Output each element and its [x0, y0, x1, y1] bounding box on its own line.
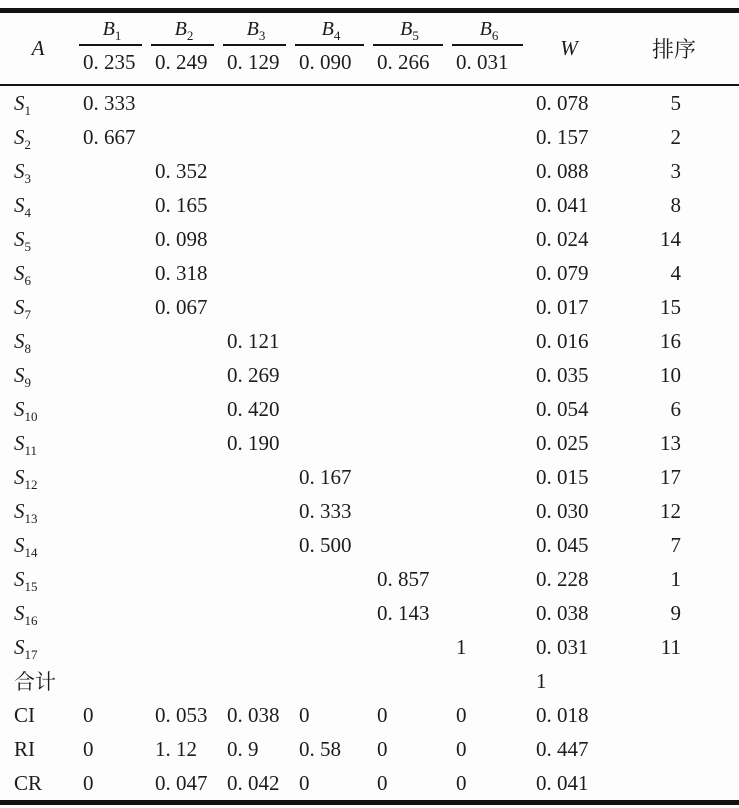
row-label-cell: [0, 426, 76, 460]
col-header-b3: [220, 11, 292, 86]
w-value-cell: 0. 041: [536, 770, 589, 795]
value-cell-b3: 0. 190: [227, 430, 280, 455]
value-cell-b5: [370, 664, 449, 698]
value-cell-b1: 0: [83, 770, 94, 795]
row-label-cell: [0, 222, 76, 256]
b6-symbol: [449, 13, 529, 44]
rank-value-cell: 11: [660, 634, 681, 659]
table-header: [0, 11, 739, 86]
value-cell-b4: [292, 358, 370, 392]
value-cell-b1: [76, 256, 148, 290]
value-cell-b4: [292, 324, 370, 358]
w-value-cell: 0. 447: [536, 736, 589, 761]
w-value-cell: 0. 078: [536, 90, 589, 115]
value-cell-b5: [370, 460, 449, 494]
w-value-cell: 0. 016: [536, 328, 589, 353]
row-label: RI: [14, 736, 35, 761]
value-cell-b4: 0. 58: [299, 736, 341, 761]
rank-value-cell: 10: [660, 362, 681, 387]
rank-value-cell: 17: [660, 464, 681, 489]
table-row: [0, 664, 739, 698]
value-cell-b5: 0. 143: [377, 600, 430, 625]
value-cell-b4: 0: [299, 702, 310, 727]
row-label-subscript: 3: [24, 170, 31, 186]
value-cell-b6: 0: [456, 770, 467, 795]
w-value-cell: 0. 041: [536, 192, 589, 217]
table-row: [0, 324, 739, 358]
value-cell-b4: [292, 256, 370, 290]
b4-letter: B: [321, 18, 334, 40]
value-cell-b2: [148, 426, 220, 460]
table-row: [0, 562, 739, 596]
col-header-a-label: A: [31, 36, 45, 60]
col-header-w-label: W: [560, 36, 578, 60]
value-cell-b3: [220, 494, 292, 528]
rank-value-cell: 9: [670, 600, 681, 625]
value-cell-b1: [76, 630, 148, 664]
row-label-cell: [0, 358, 76, 392]
w-value-cell: 0. 030: [536, 498, 589, 523]
value-cell-b2: 0. 067: [155, 294, 208, 319]
value-cell-b1: [76, 188, 148, 222]
col-header-b2: [148, 11, 220, 86]
rank-value-cell: 7: [670, 532, 681, 557]
row-label-cell: [0, 120, 76, 154]
value-cell-b5: [370, 426, 449, 460]
value-cell-b1: [76, 562, 148, 596]
value-cell-b6: [449, 222, 529, 256]
row-label-subscript: 9: [24, 374, 31, 390]
row-label-subscript: 10: [24, 408, 38, 424]
table-row: [0, 596, 739, 630]
value-cell-b6: [449, 358, 529, 392]
value-cell-b6: 0: [456, 736, 467, 761]
col-header-b6: [449, 11, 529, 86]
value-cell-b2: [148, 120, 220, 154]
value-cell-b4: [292, 120, 370, 154]
value-cell-b1: [76, 460, 148, 494]
value-cell-b1: [76, 290, 148, 324]
value-cell-b2: [148, 664, 220, 698]
value-cell-b1: 0: [83, 736, 94, 761]
row-label-subscript: 5: [24, 238, 31, 254]
row-label: S: [14, 90, 25, 115]
w-value-cell: 0. 038: [536, 600, 589, 625]
row-label-subscript: 14: [24, 544, 38, 560]
value-cell-b2: 0. 053: [155, 702, 208, 727]
value-cell-b6: 0: [456, 702, 467, 727]
table-row: [0, 154, 739, 188]
value-cell-b5: [370, 392, 449, 426]
value-cell-b4: [292, 562, 370, 596]
rank-value-cell: 1: [670, 566, 681, 591]
value-cell-b2: [148, 494, 220, 528]
value-cell-b1: [76, 222, 148, 256]
b3-letter: B: [246, 18, 259, 40]
row-label-subscript: 15: [24, 578, 38, 594]
row-label: S: [14, 396, 25, 421]
value-cell-b2: 0. 165: [155, 192, 208, 217]
row-label-subscript: 12: [24, 476, 38, 492]
value-cell-b5: [370, 290, 449, 324]
value-cell-b5: [370, 222, 449, 256]
value-cell-b5: 0: [377, 736, 388, 761]
value-cell-b6: [449, 290, 529, 324]
value-cell-b3: [220, 630, 292, 664]
value-cell-b4: [292, 222, 370, 256]
value-cell-b4: [292, 290, 370, 324]
value-cell-b4: [292, 392, 370, 426]
rank-value-cell: 13: [660, 430, 681, 455]
value-cell-b3: [220, 222, 292, 256]
value-cell-b6: 1: [456, 634, 467, 659]
value-cell-b3: [220, 562, 292, 596]
col-header-b4: [292, 11, 370, 86]
table-row: [0, 528, 739, 562]
table-row: [0, 290, 739, 324]
row-label-cell: [0, 290, 76, 324]
value-cell-b4: [292, 426, 370, 460]
value-cell-b5: [370, 188, 449, 222]
rank-value-cell: 5: [670, 90, 681, 115]
value-cell-b1: 0. 667: [83, 124, 136, 149]
value-cell-b6: [449, 324, 529, 358]
row-label: S: [14, 464, 25, 489]
row-label: S: [14, 158, 25, 183]
row-label-cell: [0, 732, 76, 766]
value-cell-b5: [370, 630, 449, 664]
b3-subscript: 3: [258, 28, 266, 43]
value-cell-b5: [370, 494, 449, 528]
col-header-w: [529, 11, 609, 86]
value-cell-b4: 0. 500: [299, 532, 352, 557]
rank-value-cell: 15: [660, 294, 681, 319]
b2-weight: 0. 249: [155, 50, 208, 74]
w-value-cell: 0. 018: [536, 702, 589, 727]
row-label-cell: [0, 596, 76, 630]
value-cell-b6: [449, 562, 529, 596]
value-cell-b1: 0: [83, 702, 94, 727]
b2-symbol: [148, 13, 220, 44]
value-cell-b5: [370, 528, 449, 562]
w-value-cell: 0. 045: [536, 532, 589, 557]
col-header-a: [0, 11, 76, 86]
b1-subscript: 1: [114, 28, 122, 43]
value-cell-b3: 0. 269: [227, 362, 280, 387]
table-row: [0, 698, 739, 732]
value-cell-b1: 0. 333: [83, 90, 136, 115]
table-row: [0, 732, 739, 766]
value-cell-b3: 0. 9: [227, 736, 259, 761]
value-cell-b1: [76, 426, 148, 460]
row-label: S: [14, 260, 25, 285]
table-row: [0, 222, 739, 256]
row-label: S: [14, 634, 25, 659]
rank-value-cell: 3: [670, 158, 681, 183]
value-cell-b2: 0. 047: [155, 770, 208, 795]
row-label-cell: [0, 154, 76, 188]
value-cell-b1: [76, 154, 148, 188]
value-cell-b1: [76, 358, 148, 392]
value-cell-b1: [76, 324, 148, 358]
w-value-cell: 0. 024: [536, 226, 589, 251]
value-cell-b6: [449, 664, 529, 698]
value-cell-b2: [148, 460, 220, 494]
table-row: [0, 256, 739, 290]
row-label: S: [14, 362, 25, 387]
rank-value-cell: 2: [670, 124, 681, 149]
w-value-cell: 0. 157: [536, 124, 589, 149]
row-label-cell: [0, 85, 76, 120]
table-row: [0, 460, 739, 494]
value-cell-b4: [292, 188, 370, 222]
w-value-cell: 1: [536, 668, 547, 693]
w-value-cell: 0. 035: [536, 362, 589, 387]
row-label: S: [14, 498, 25, 523]
b2-subscript: 2: [186, 28, 194, 43]
value-cell-b3: [220, 528, 292, 562]
col-header-b5: [370, 11, 449, 86]
row-label-cell: [0, 188, 76, 222]
value-cell-b2: [148, 85, 220, 120]
value-cell-b4: [292, 630, 370, 664]
value-cell-b2: [148, 392, 220, 426]
rank-value-cell: [609, 698, 739, 732]
value-cell-b4: 0. 333: [299, 498, 352, 523]
row-label-subscript: 6: [24, 272, 31, 288]
rank-value-cell: [609, 766, 739, 803]
value-cell-b6: [449, 596, 529, 630]
b3-weight: 0. 129: [227, 50, 280, 74]
row-label: CI: [14, 702, 35, 727]
table-row: [0, 426, 739, 460]
value-cell-b5: [370, 154, 449, 188]
value-cell-b3: [220, 256, 292, 290]
value-cell-b5: 0: [377, 770, 388, 795]
value-cell-b6: [449, 85, 529, 120]
row-label-subscript: 11: [24, 442, 38, 458]
row-label: 合计: [14, 670, 56, 694]
row-label-cell: [0, 630, 76, 664]
value-cell-b5: 0. 857: [377, 566, 430, 591]
value-cell-b1: [76, 494, 148, 528]
value-cell-b6: [449, 256, 529, 290]
value-cell-b3: 0. 042: [227, 770, 280, 795]
value-cell-b2: [148, 562, 220, 596]
value-cell-b4: [292, 85, 370, 120]
value-cell-b3: [220, 154, 292, 188]
table-row: [0, 120, 739, 154]
value-cell-b6: [449, 494, 529, 528]
value-cell-b2: [148, 630, 220, 664]
row-label-cell: [0, 256, 76, 290]
value-cell-b3: [220, 596, 292, 630]
row-label-cell: [0, 698, 76, 732]
value-cell-b3: [220, 460, 292, 494]
value-cell-b5: [370, 256, 449, 290]
w-value-cell: 0. 054: [536, 396, 589, 421]
value-cell-b3: [220, 120, 292, 154]
value-cell-b4: [292, 664, 370, 698]
table-body: [0, 85, 739, 803]
b6-letter: B: [479, 18, 492, 40]
row-label: S: [14, 566, 25, 591]
value-cell-b2: 0. 352: [155, 158, 208, 183]
table-row: [0, 630, 739, 664]
value-cell-b4: 0: [299, 770, 310, 795]
value-cell-b2: 1. 12: [155, 736, 197, 761]
row-label-cell: [0, 664, 76, 698]
col-header-rank: 排序: [651, 37, 696, 62]
row-label-cell: [0, 494, 76, 528]
rank-value-cell: [609, 732, 739, 766]
row-label-cell: [0, 392, 76, 426]
table-row: [0, 85, 739, 120]
value-cell-b3: 0. 121: [227, 328, 280, 353]
row-label: S: [14, 192, 25, 217]
row-label-subscript: 8: [24, 340, 31, 356]
row-label-subscript: 13: [24, 510, 38, 526]
row-label: S: [14, 328, 25, 353]
row-label: S: [14, 226, 25, 251]
w-value-cell: 0. 088: [536, 158, 589, 183]
row-label: S: [14, 294, 25, 319]
rank-value-cell: 6: [670, 396, 681, 421]
value-cell-b1: [76, 392, 148, 426]
header-row: [0, 11, 739, 86]
b5-letter: B: [400, 18, 413, 40]
value-cell-b2: [148, 528, 220, 562]
row-label-cell: [0, 766, 76, 803]
row-label-subscript: 4: [24, 204, 31, 220]
value-cell-b6: [449, 426, 529, 460]
value-cell-b5: [370, 120, 449, 154]
table-row: [0, 188, 739, 222]
value-cell-b3: 0. 420: [227, 396, 280, 421]
b5-subscript: 5: [412, 28, 419, 43]
b4-subscript: 4: [333, 28, 341, 43]
value-cell-b2: [148, 358, 220, 392]
col-header-b1: [76, 11, 148, 86]
row-label-cell: [0, 562, 76, 596]
w-value-cell: 0. 228: [536, 566, 589, 591]
row-label-subscript: 2: [24, 136, 31, 152]
row-label-subscript: 7: [24, 306, 31, 322]
ahp-weight-table: [0, 8, 739, 805]
b5-symbol: [370, 13, 449, 44]
value-cell-b3: [220, 188, 292, 222]
w-value-cell: 0. 025: [536, 430, 589, 455]
rank-value-cell: 8: [670, 192, 681, 217]
b4-symbol: [292, 13, 370, 44]
value-cell-b2: 0. 318: [155, 260, 208, 285]
value-cell-b6: [449, 392, 529, 426]
value-cell-b3: [220, 290, 292, 324]
rank-value-cell: 12: [660, 498, 681, 523]
b1-symbol: [76, 13, 148, 44]
value-cell-b3: [220, 664, 292, 698]
b1-weight: 0. 235: [83, 50, 136, 74]
row-label-cell: [0, 528, 76, 562]
b3-symbol: [220, 13, 292, 44]
value-cell-b6: [449, 528, 529, 562]
row-label-subscript: 16: [24, 612, 38, 628]
value-cell-b5: [370, 358, 449, 392]
value-cell-b1: [76, 596, 148, 630]
value-cell-b2: 0. 098: [155, 226, 208, 251]
w-value-cell: 0. 015: [536, 464, 589, 489]
table-row: [0, 494, 739, 528]
b1-letter: B: [102, 18, 115, 40]
row-label: S: [14, 532, 25, 557]
rank-value-cell: 16: [660, 328, 681, 353]
row-label: S: [14, 600, 25, 625]
value-cell-b1: [76, 528, 148, 562]
value-cell-b5: [370, 324, 449, 358]
value-cell-b5: [370, 85, 449, 120]
b6-weight: 0. 031: [456, 50, 509, 74]
table-row: [0, 392, 739, 426]
value-cell-b1: [76, 664, 148, 698]
row-label: CR: [14, 770, 43, 795]
row-label-cell: [0, 460, 76, 494]
rank-value-cell: [609, 664, 739, 698]
rank-value-cell: 14: [660, 226, 681, 251]
row-label-subscript: 1: [24, 102, 31, 118]
value-cell-b2: [148, 324, 220, 358]
w-value-cell: 0. 079: [536, 260, 589, 285]
w-value-cell: 0. 031: [536, 634, 589, 659]
value-cell-b4: [292, 596, 370, 630]
value-cell-b6: [449, 120, 529, 154]
b4-weight: 0. 090: [299, 50, 352, 74]
table-row: [0, 358, 739, 392]
row-label-cell: [0, 324, 76, 358]
row-label: S: [14, 430, 25, 455]
value-cell-b6: [449, 460, 529, 494]
w-value-cell: 0. 017: [536, 294, 589, 319]
value-cell-b4: [292, 154, 370, 188]
value-cell-b5: 0: [377, 702, 388, 727]
value-cell-b2: [148, 596, 220, 630]
value-cell-b3: 0. 038: [227, 702, 280, 727]
value-cell-b4: 0. 167: [299, 464, 352, 489]
b2-letter: B: [174, 18, 187, 40]
rank-value-cell: 4: [670, 260, 681, 285]
b6-subscript: 6: [491, 28, 499, 43]
row-label: S: [14, 124, 25, 149]
value-cell-b6: [449, 154, 529, 188]
row-label-subscript: 17: [24, 646, 38, 662]
b5-weight: 0. 266: [377, 50, 430, 74]
value-cell-b3: [220, 85, 292, 120]
value-cell-b6: [449, 188, 529, 222]
table-row: [0, 766, 739, 803]
